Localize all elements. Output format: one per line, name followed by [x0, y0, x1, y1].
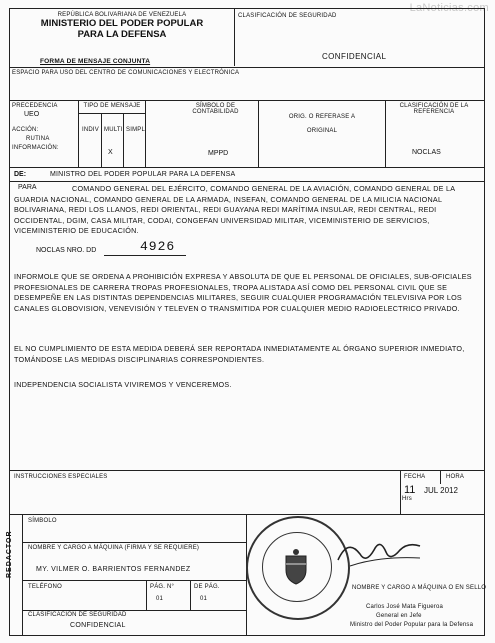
fecha-month-year: JUL 2012: [424, 486, 458, 495]
accion-label: ACCIÓN:: [12, 127, 39, 133]
clasif-footer-value: CONFIDENCIAL: [70, 622, 126, 629]
de-pag-value: 01: [200, 596, 208, 602]
orig-value: ORIGINAL: [306, 128, 338, 134]
simbolo-contabilidad-value: MPPD: [208, 150, 229, 157]
pag-value: 01: [156, 596, 164, 602]
org-line-1: REPÚBLICA BOLIVARIANA DE VENEZUELA: [57, 12, 187, 18]
telefono-label: TELÉFONO: [28, 584, 62, 590]
signer-role: Ministro del Poder Popular para la Defensa: [350, 622, 474, 628]
tipo-mark: X: [108, 149, 113, 156]
handwritten-signature: [330, 530, 430, 580]
clasif-footer-label: CLASIFICACIÓN DE SEGURIDAD: [28, 612, 127, 618]
precedence-value: UEO: [24, 111, 40, 118]
org-line-2: MINISTERIO DEL PODER POPULAR: [40, 18, 204, 29]
de-pag-label: DE PÁG.: [194, 584, 220, 590]
informacion-label: INFORMACIÓN:: [12, 145, 59, 151]
tipo-col-simpl: SIMPL: [126, 127, 146, 133]
firma-cargo-label: NOMBRE Y CARGO A MÁQUINA O EN SELLO: [352, 585, 487, 591]
de-value: MINISTRO DEL PODER POPULAR PARA LA DEFENSA: [50, 171, 236, 178]
hora-label: HORA: [446, 474, 465, 480]
noclas-number: 4926: [140, 239, 176, 254]
signer-name: Carlos José Mata Figueroa: [366, 604, 444, 610]
tipo-mensaje-label: TIPO DE MENSAJE: [83, 103, 141, 109]
message-paragraph-1: INFORMOLE QUE SE ORDENA A PROHIBICIÓN EXPRESA Y ABSOLUTA DE QUE EL PERSONAL DE OFICIALES, SUB-OFICIALES PROFESIONALES DE CARRERA TROPAS PROFESIONALES, TROPA ALISTADA ASÍ COMO DEL PERSONAL CIVIL QUE SE DESEMPEÑE EN LAS DISTINTAS DEPENDENCIAS MILITARES, SEGUIR CUALQUIER PROGRAMACIÓN TELEVISIVA POR LOS CANALES GLOBOVISION, VENEVISIÓN Y TELEVEN O TRANSMITIDA POR CUALQUIER MEDIO RADIOELECTRICO PRIVADO.: [14, 272, 472, 313]
org-line-3: PARA LA DEFENSA: [77, 29, 167, 40]
tipo-col-multi: MULTI: [104, 127, 123, 133]
pag-label: PÁG. N°: [150, 584, 175, 590]
comms-space-label: ESPACIO PARA USO DEL CENTRO DE COMUNICACIONES Y ELECTRÓNICA: [12, 70, 240, 76]
para-label: PARA: [18, 184, 37, 191]
nombre-cargo-value: MY. VILMER O. BARRIENTOS FERNANDEZ: [36, 566, 191, 573]
signer-title: General en Jefe: [376, 613, 422, 619]
classification-value: CONFIDENCIAL: [322, 52, 387, 61]
form-title: FORMA DE MENSAJE CONJUNTA: [40, 58, 151, 65]
instrucciones-label: INSTRUCCIONES ESPECIALES: [14, 474, 108, 480]
tipo-col-indiv: INDIV: [82, 127, 100, 133]
simbolo-footer-label: SÍMBOLO: [28, 518, 57, 524]
nombre-cargo-label: NOMBRE Y CARGO A MÁQUINA (FIRMA Y SE REQUIERE): [28, 545, 200, 551]
noclas-label: NOCLAS NRO. DD: [36, 247, 97, 254]
orig-label: ORIG. O REFERASE A: [288, 114, 356, 120]
de-label: DE:: [14, 171, 27, 178]
precedence-label: PRECEDENCIA: [12, 103, 58, 109]
simbolo-contabilidad-label: SÍMBOLO DE CONTABILIDAD: [192, 103, 239, 115]
clasif-referencia-value: NOCLAS: [412, 149, 441, 156]
watermark: LaNoticias.com: [409, 2, 489, 14]
classification-label: CLASIFICACIÓN DE SEGURIDAD: [238, 13, 337, 19]
header-org: [10, 12, 234, 40]
fecha-label: FECHA: [404, 474, 426, 480]
message-paragraph-2: EL NO CUMPLIMIENTO DE ESTA MEDIDA DEBERÁ SER REPORTADA INMEDIATAMENTE AL ÓRGANO SUPERIOR INMEDIATO, TOMÁNDOSE LAS MEDIDAS DISCIPLINARIAS CORRESPONDIENTES.: [14, 344, 465, 364]
hora-value: Hrs: [402, 496, 412, 502]
accion-value: RUTINA: [26, 136, 50, 142]
clasif-referencia-label: CLASIFICACIÓN DE LA REFERENCIA: [399, 103, 469, 115]
para-text: COMANDO GENERAL DEL EJÉRCITO, COMANDO GENERAL DE LA AVIACIÓN, COMANDO GENERAL DE LA GUARDIA NACIONAL, COMANDO GENERAL DE LA ARMADA, INSEFAN, COMANDO GENERAL DE LA MILICIA NACIONAL BOLIVARIANA, REDI LOS LLANOS, REDI ORIENTAL, REDI GUAYANA REDI MARÍTIMA INSULAR, REDI CENTRAL, REDI OCCIDENTAL, DGIM, CASA MILITAR, CODAI, CONGEFAN UNIVERSIDAD MILITAR, VICEMINISTERIO DE SERVICIOS, VICEMINISTERIO DE EDUCACIÓN.: [14, 184, 455, 235]
message-closing: INDEPENDENCIA SOCIALISTA VIVIREMOS Y VENCEREMOS.: [14, 380, 232, 389]
redactor-label: REDACTOR: [6, 530, 13, 578]
fecha-day: 11: [404, 484, 416, 496]
